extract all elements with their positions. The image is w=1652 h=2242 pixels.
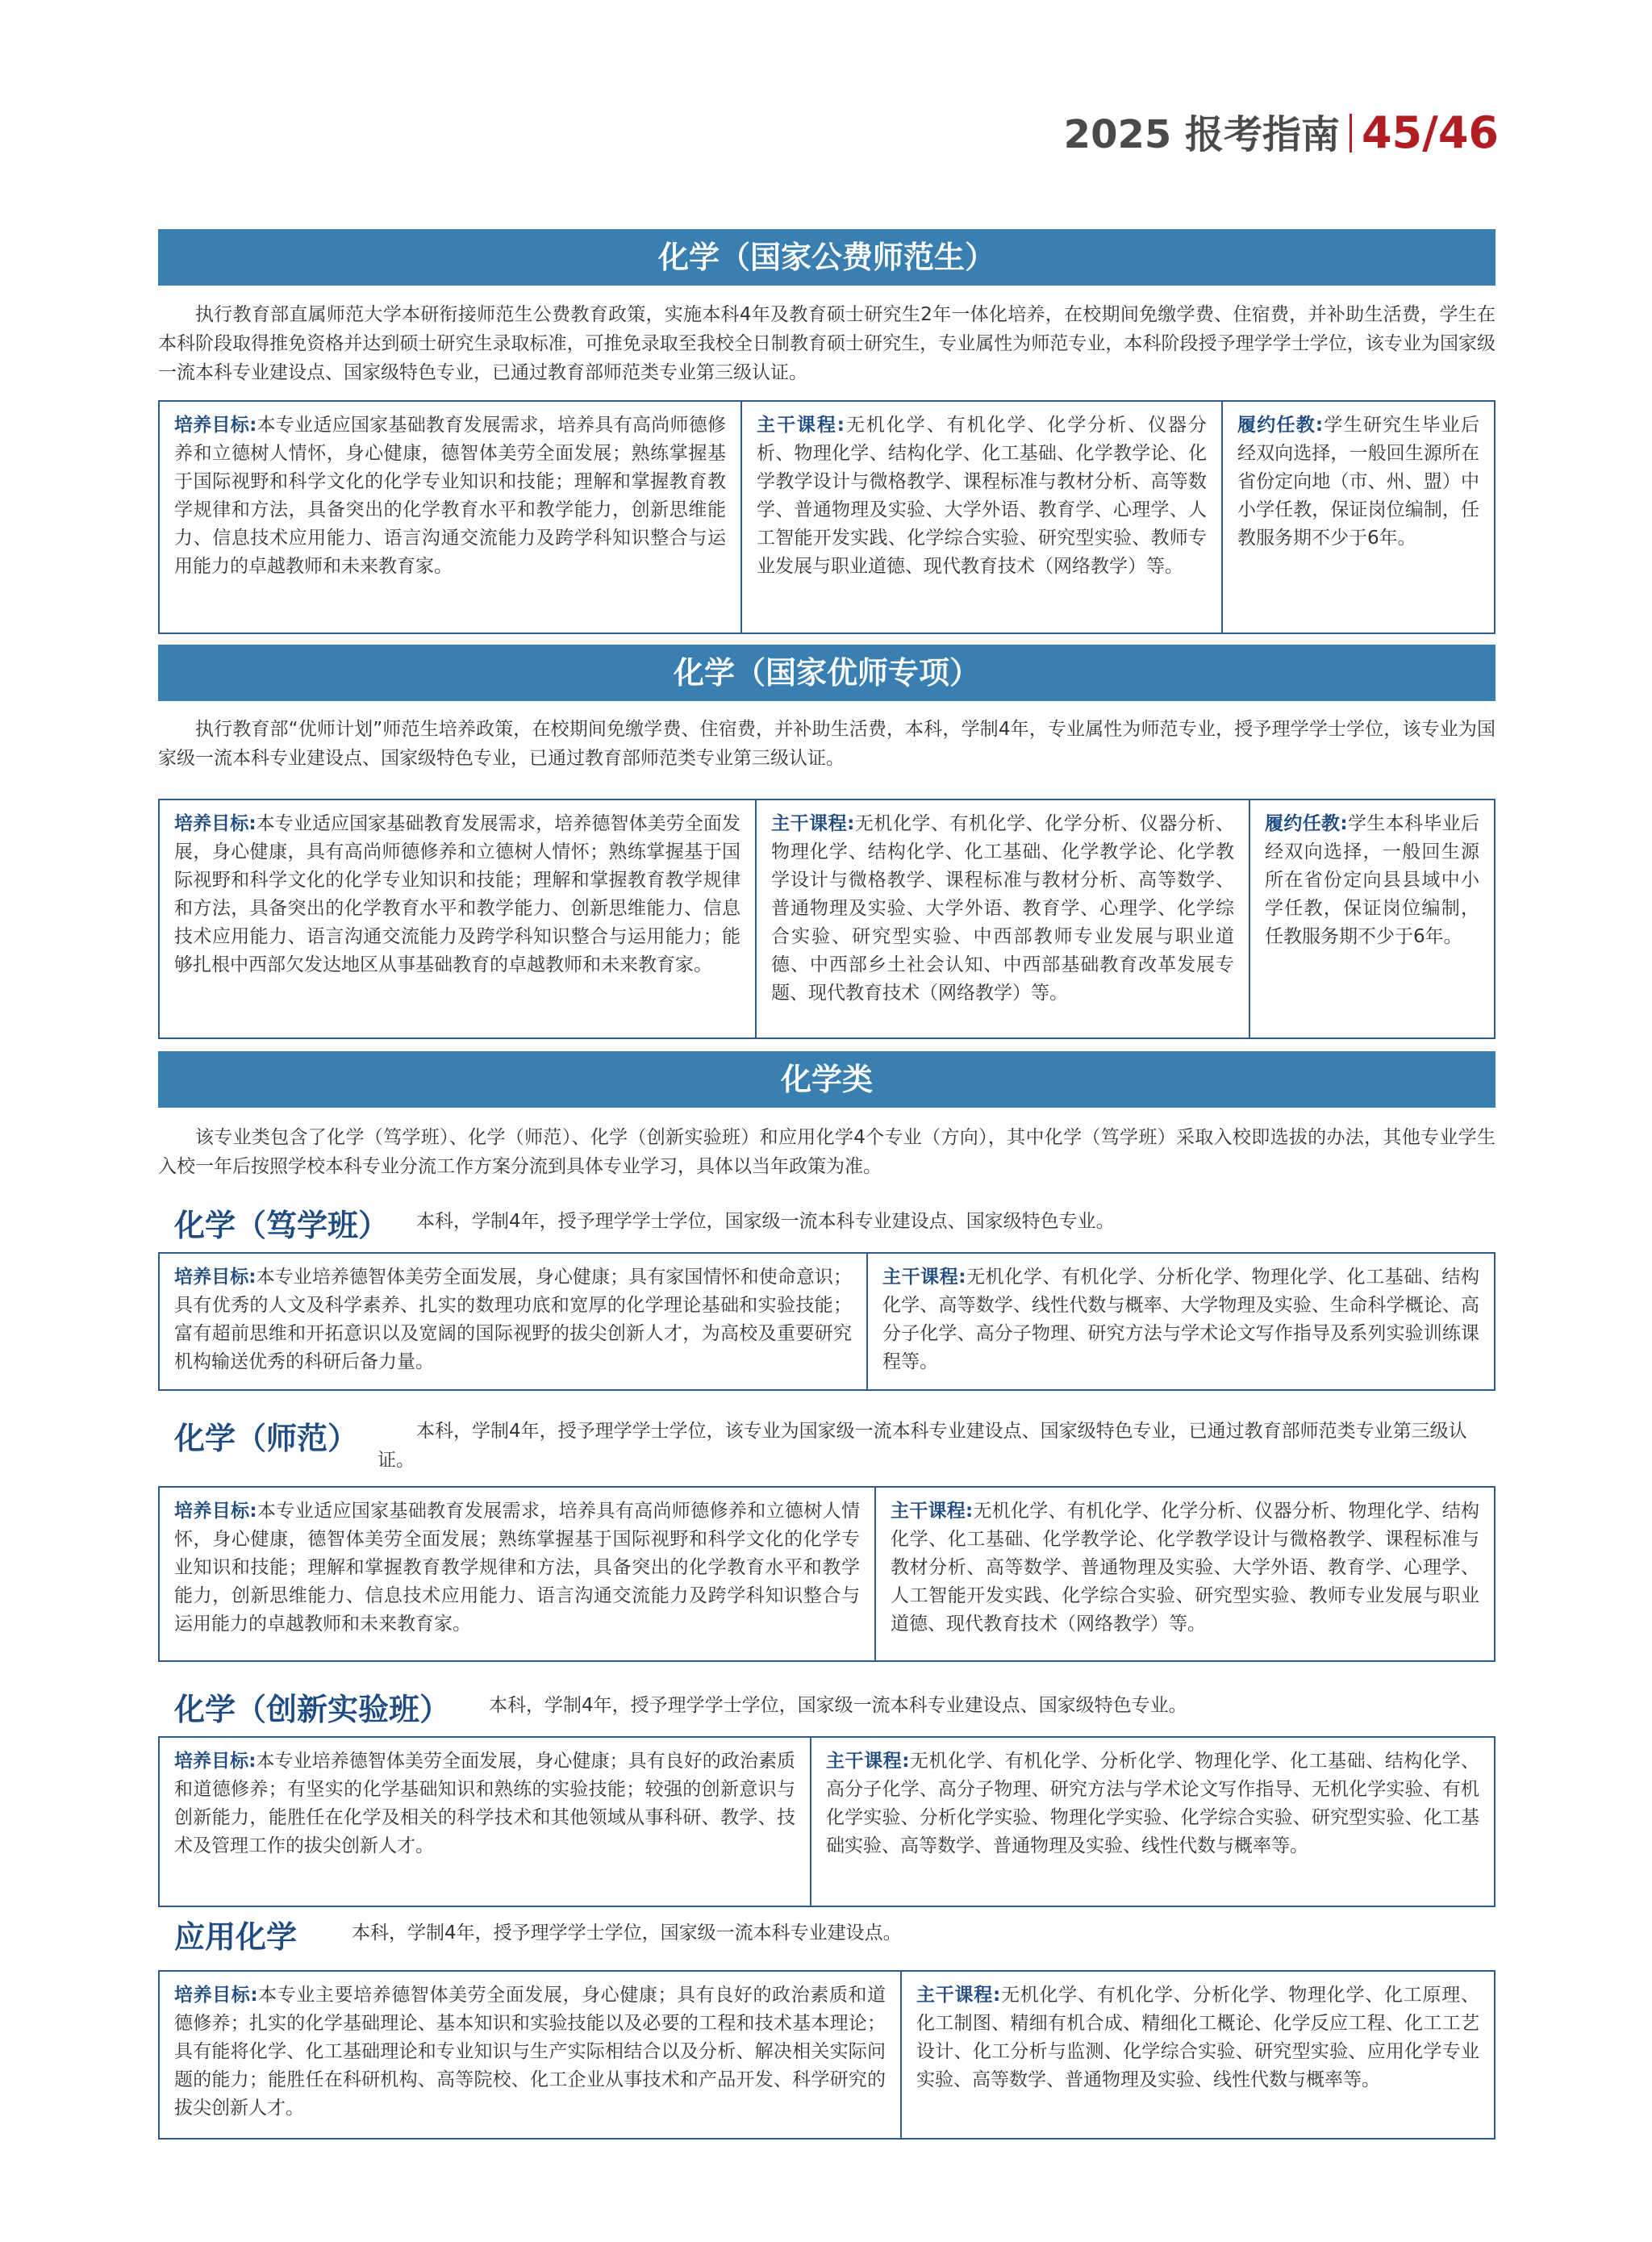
major-title-normal: 化学（师范） [174,1421,359,1456]
goal-label: 培养目标: [174,1267,257,1288]
duty-label: 履约任教: [1265,813,1348,834]
course-column [740,402,1221,633]
goal-label: 培养目标: [174,1501,257,1522]
course-label: 主干课程: [826,1751,910,1772]
section-intro-chemistry-category: 该专业类包含了化学（笃学班）、化学（师范）、化学（创新实验班）和应用化学4个专业（方向），其中化学（笃学班）采取入校即选拔的办法，其他专业学生入校一年后按照学校本科专业分流工作方案分流到具体专业学习，具体以当年政策为准。 [158,1127,1496,1177]
goal-text: 本专业培养德智体美劳全面发展，身心健康；具有良好的政治素质和道德修养；有坚实的化学基础知识和熟练的实验技能；较强的创新意识与创新能力，能胜任在化学及相关的科学技术和其他领域从事科研、教学、技术及管理工作的拔尖创新人才。 [174,1751,796,1856]
course-column [810,1738,1494,1906]
course-label: 主干课程: [916,1985,1001,2006]
course-label: 主干课程: [891,1501,974,1522]
duty-text: 学生本科毕业后经双向选择，一般回生源所在省份定向县县域中小学任教，保证岗位编制，任教服务期不少于6年。 [1265,813,1480,947]
course-label: 主干课程: [882,1267,966,1288]
goal-column [160,1488,874,1660]
course-column [866,1254,1494,1389]
section-banner-chemistry-category: 化学类 [158,1051,1496,1108]
goal-label: 培养目标: [174,1751,257,1772]
course-text: 无机化学、有机化学、化学分析、仪器分析、物理化学、结构化学、化工基础、化学教学论、化学教学设计与微格教学、课程标准与教材分析、高等数学、普通物理及实验、大学外语、教育学、心理学、人工智能开发实践、化学综合实验、研究型实验、教师专业发展与职业道德、现代教育技术（网络教学）等。 [891,1501,1480,1635]
course-text: 无机化学、有机化学、分析化学、物理化学、化工基础、结构化学、高分子化学、高分子物理、研究方法与学术论文写作指导、无机化学实验、有机化学实验、分析化学实验、物理化学实验、化学综合实验、研究型实验、化工基础实验、高等数学、普通物理及实验、线性代数与概率等。 [826,1751,1480,1856]
info-box-excellent-teacher [158,799,1496,1039]
major-title-applied: 应用化学 [174,1919,298,1955]
goal-text: 本专业适应国家基础教育发展需求，培养具有高尚师德修养和立德树人情怀，身心健康，德智体美劳全面发展；熟练掌握基于国际视野和科学文化的化学专业知识和技能；理解和掌握教育教学规律和方法，具备突出的化学教育水平和教学能力，创新思维能力、信息技术应用能力、语言沟通交流能力及跨学科知识整合与运用能力的卓越教师和未来教育家。 [174,1501,860,1635]
info-box-applied [158,1970,1496,2140]
major-desc-normal: 本科，学制4年，授予理学学士学位，该专业为国家级一流本科专业建设点、国家级特色专业，已通过教育部师范类专业第三级认证。 [378,1421,1467,1471]
page-header [1064,103,1499,159]
major-desc-applied: 本科，学制4年，授予理学学士学位，国家级一流本科专业建设点。 [352,1923,902,1943]
info-box-normal [158,1486,1496,1662]
major-desc-duxue: 本科，学制4年，授予理学学士学位，国家级一流本科专业建设点、国家级特色专业。 [416,1211,1115,1232]
goal-text: 本专业培养德智体美劳全面发展，身心健康；具有家国情怀和使命意识；具有优秀的人文及科学素养、扎实的数理功底和宽厚的化学理论基础和实验技能；富有超前思维和开拓意识以及宽阔的国际视野的拔尖创新人才，为高校及重要研究机构输送优秀的科研后备力量。 [174,1267,853,1372]
course-column [900,1972,1494,2138]
major-desc-innovation: 本科，学制4年，授予理学学士学位，国家级一流本科专业建设点、国家级特色专业。 [489,1695,1187,1716]
course-text: 无机化学、有机化学、化学分析、仪器分析、物理化学、结构化学、化工基础、化学教学论、化学教学设计与微格教学、课程标准与教材分析、高等数学、普通物理及实验、大学外语、教育学、心理学、人工智能开发实践、化学综合实验、研究型实验、教师专业发展与职业道德、现代教育技术（网络教学）等。 [757,415,1207,577]
goal-label: 培养目标: [174,813,257,834]
info-box-public-funded [158,400,1496,634]
major-title-innovation: 化学（创新实验班） [174,1692,451,1727]
goal-column [160,800,755,1037]
course-text: 无机化学、有机化学、化学分析、仪器分析、物理化学、结构化学、化工基础、化学教学论、化学教学设计与微格教学、课程标准与教材分析、高等数学、普通物理及实验、大学外语、教育学、心理学、化学综合实验、研究型实验、中西部教师专业发展与职业道德、中西部乡土社会认知、中西部基础教育改革发展专题、现代教育技术（网络教学）等。 [771,813,1235,1004]
duty-label: 履约任教: [1237,415,1324,436]
duty-column [1249,800,1494,1037]
goal-label: 培养目标: [174,1985,258,2006]
goal-label: 培养目标: [174,415,257,436]
course-column [755,800,1249,1037]
goal-text: 本专业适应国家基础教育发展需求，培养具有高尚师德修养和立德树人情怀，身心健康，德智体美劳全面发展；熟练掌握基于国际视野和科学文化的化学专业知识和技能；理解和掌握教育教学规律和方法，具备突出的化学教育水平和教学能力，创新思维能力、信息技术应用能力、语言沟通交流能力及跨学科知识整合与运用能力的卓越教师和未来教育家。 [174,415,727,577]
goal-column [160,1738,810,1906]
header-divider [1350,114,1352,152]
goal-text: 本专业主要培养德智体美劳全面发展，身心健康；具有良好的政治素质和道德修养；扎实的化学基础理论、基本知识和实验技能以及必要的工程和技术基本理论；具有能将化学、化工基础理论和专业知识与生产实际相结合以及分析、解决相关实际问题的能力；能胜任在科研机构、高等院校、化工企业从事技术和产品开发、科学研究的拔尖创新人才。 [174,1985,886,2119]
info-box-duxue [158,1252,1496,1391]
section-intro-public-funded: 执行教育部直属师范大学本研衔接师范生公费教育政策，实施本科4年及教育硕士研究生2年一体化培养，在校期间免缴学费、住宿费，并补助生活费，学生在本科阶段取得推免资格并达到硕士研究生录取标准，可推免录取至我校全日制教育硕士研究生，专业属性为师范专业，本科阶段授予理学学士学位，该专业为国家级一流本科专业建设点、国家级特色专业，已通过教育部师范类专业第三级认证。 [158,304,1496,383]
section-intro-excellent-teacher: 执行教育部“优师计划”师范生培养政策，在校期间免缴学费、住宿费，并补助生活费，本科，学制4年，专业属性为师范专业，授予理学学士学位，该专业为国家级一流本科专业建设点、国家级特色专业，已通过教育部师范类专业第三级认证。 [158,719,1496,769]
course-column [874,1488,1494,1660]
section-banner-public-funded: 化学（国家公费师范生） [158,229,1496,286]
goal-text: 本专业适应国家基础教育发展需求，培养德智体美劳全面发展，身心健康，具有高尚师德修养和立德树人情怀；熟练掌握基于国际视野和科学文化的化学专业知识和技能；理解和掌握教育教学规律和方法，具备突出的化学教育水平和教学能力、创新思维能力、信息技术应用能力、语言沟通交流能力及跨学科知识整合与运用能力；能够扎根中西部欠发达地区从事基础教育的卓越教师和未来教育家。 [174,813,741,975]
info-box-innovation [158,1736,1496,1907]
course-label: 主干课程: [757,415,845,436]
page-number: 45/46 [1361,107,1499,158]
course-text: 无机化学、有机化学、分析化学、物理化学、化工基础、结构化学、高等数学、线性代数与概率、大学物理及实验、生命科学概论、高分子化学、高分子物理、研究方法与学术论文写作指导及系列实验训练课程等。 [882,1267,1480,1372]
course-text: 无机化学、有机化学、分析化学、物理化学、化工原理、化工制图、精细有机合成、精细化工概论、化学反应工程、化工工艺设计、化工分析与监测、化学综合实验、研究型实验、应用化学专业实验、高等数学、普通物理及实验、线性代数与概率等。 [916,1985,1480,2090]
section-banner-excellent-teacher: 化学（国家优师专项） [158,645,1496,701]
goal-column [160,1254,866,1389]
course-label: 主干课程: [771,813,855,834]
duty-column [1221,402,1494,633]
duty-text: 学生研究生毕业后经双向选择，一般回生源所在省份定向地（市、州、盟）中小学任教，保证岗位编制，任教服务期不少于6年。 [1237,415,1480,549]
goal-column [160,402,740,633]
major-title-duxue: 化学（笃学班） [174,1208,390,1243]
goal-column [160,1972,900,2138]
guide-title: 2025 报考指南 [1063,112,1340,157]
